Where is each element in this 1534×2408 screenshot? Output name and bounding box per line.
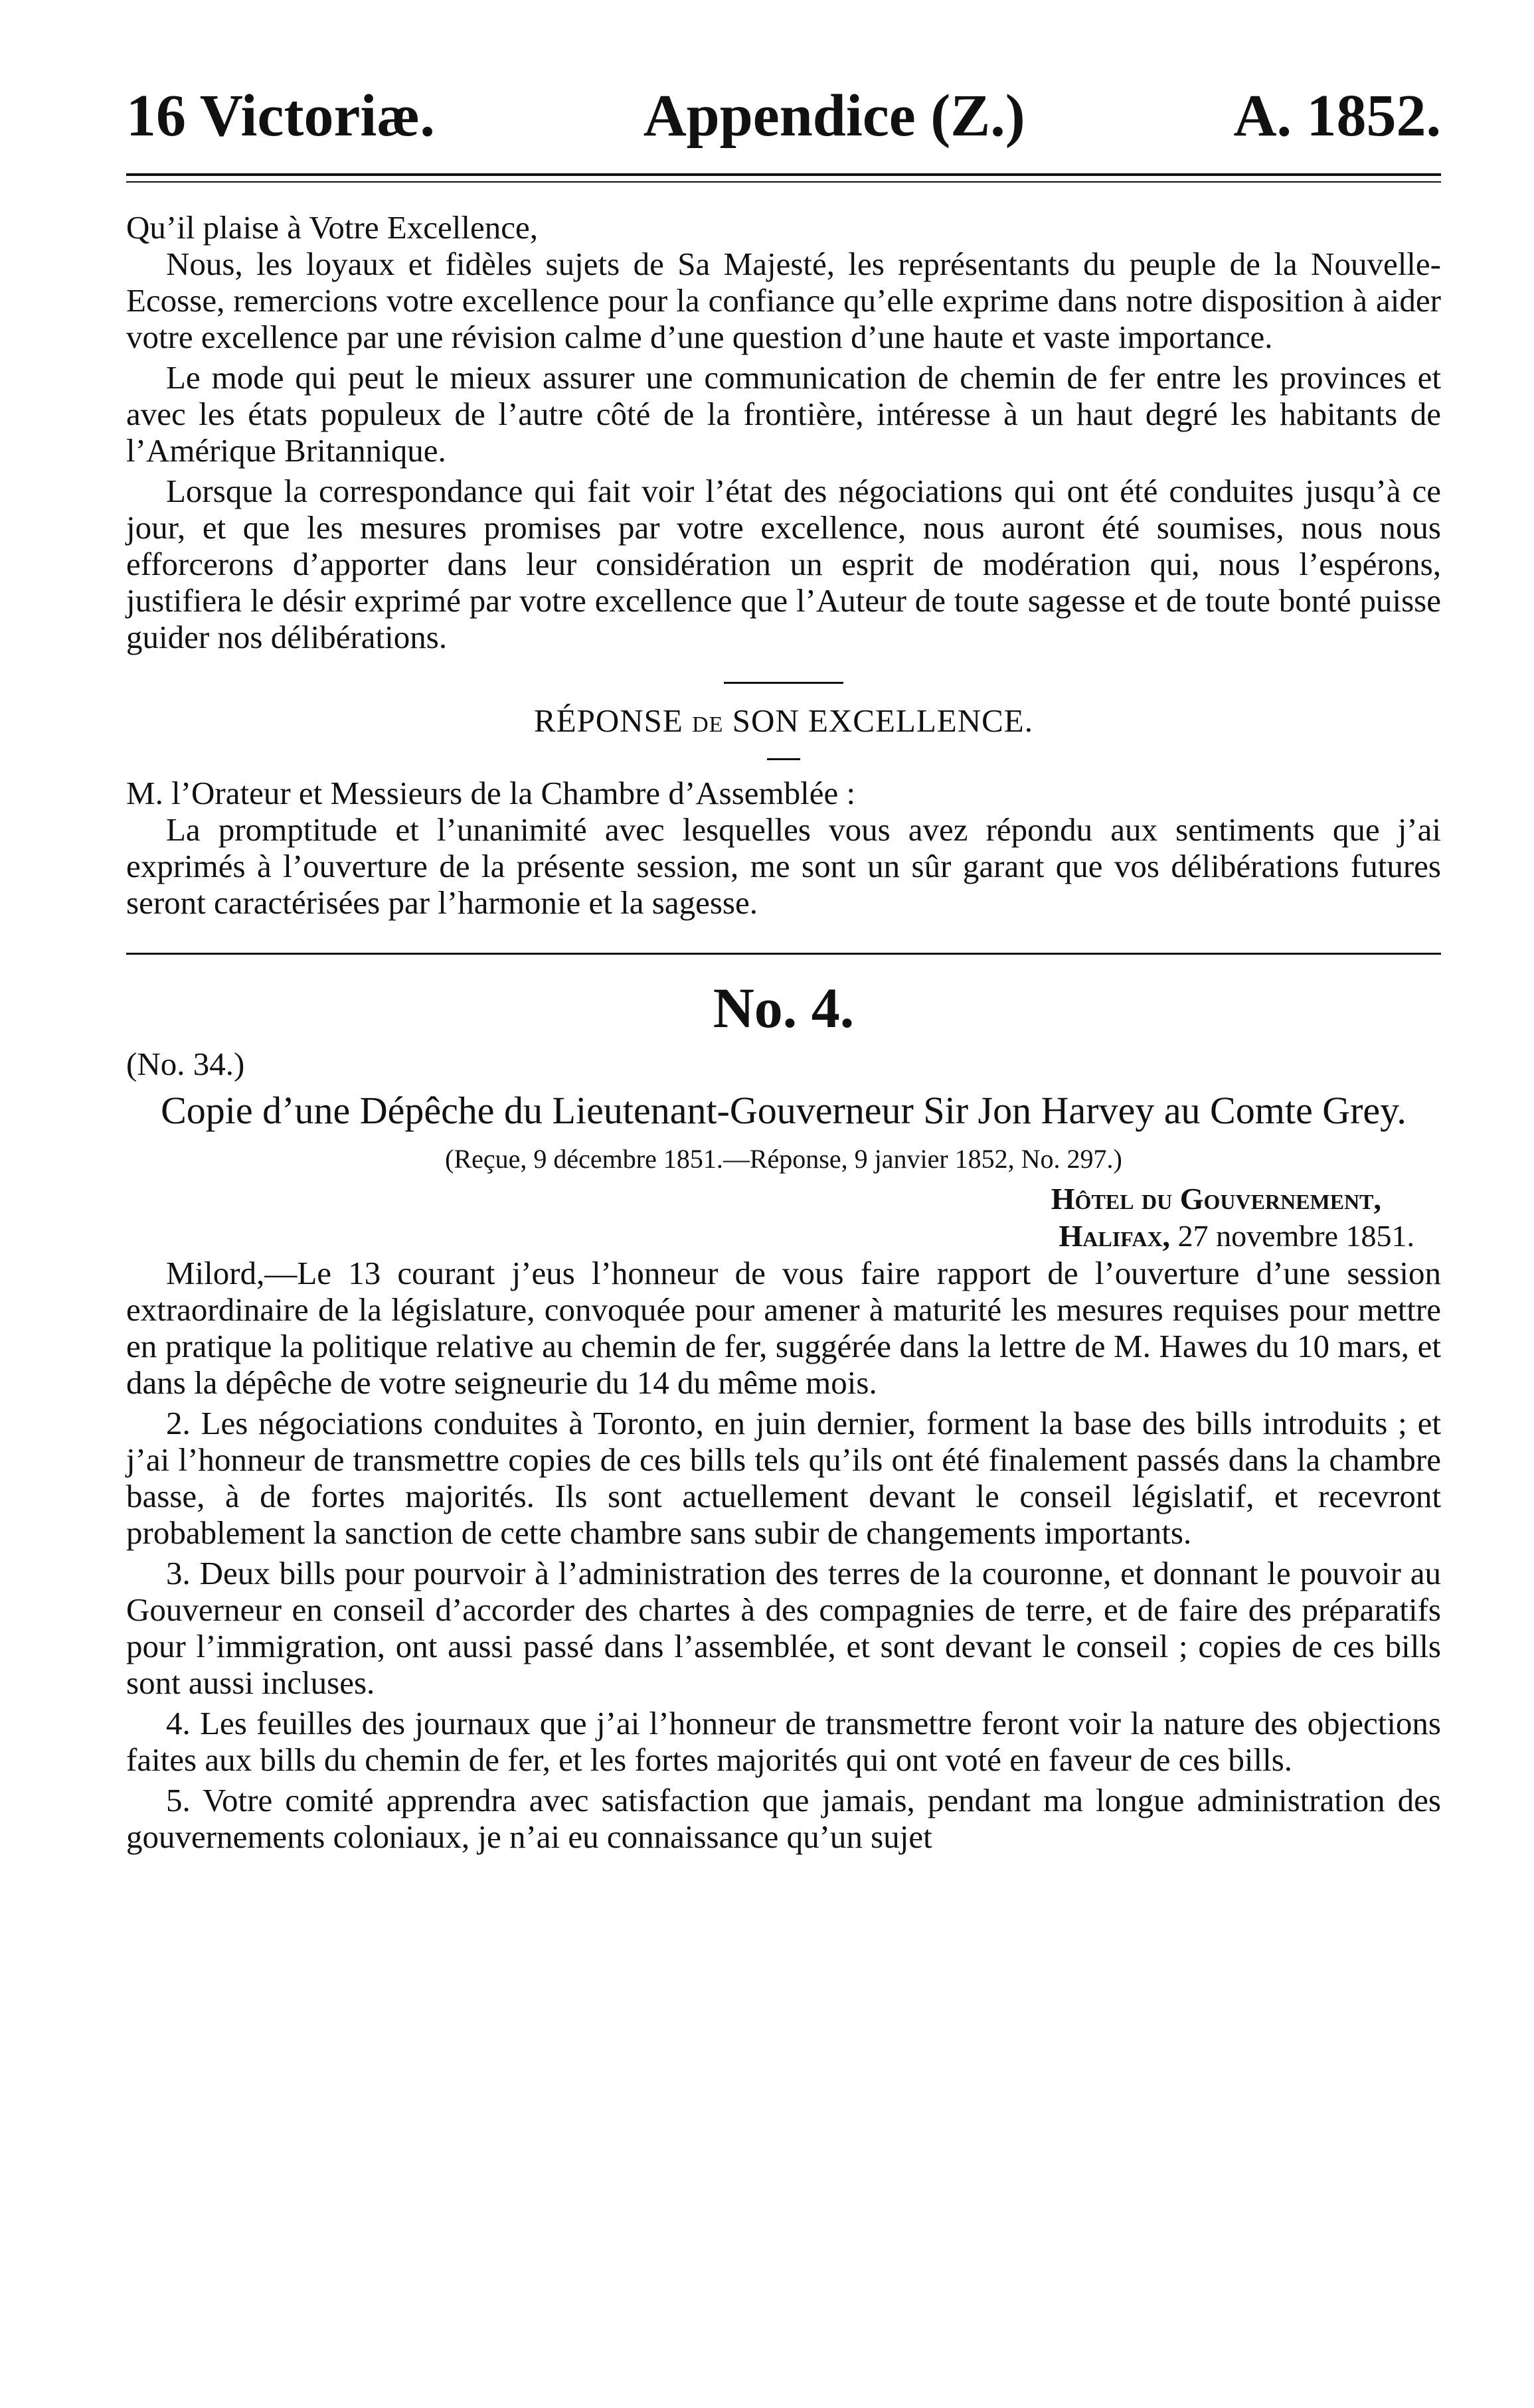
document-number: No. 4. bbox=[713, 976, 855, 1040]
reply-paragraph: La promptitude et l’unanimité avec lesquelles vous avez répondu aux sentiments que j’ai exprimés à l’ouverture de la présente session, me sont un sûr garant que vos délibérations futures seront caractérisées par l’harmonie et la sagesse. bbox=[126, 811, 1441, 921]
header-appendix: Appendice (Z.) bbox=[643, 83, 1025, 149]
address-paragraph-2: Le mode qui peut le mieux assurer une communication de chemin de fer entre les provinces et avec les états populeux de l’autre côté de la frontière, intéresse à un haut degré les habitants de l’Amérique Britannique. bbox=[126, 359, 1441, 469]
document-reference: (No. 34.) bbox=[126, 1046, 245, 1082]
dispatch-paragraph-2: 2. Les négociations conduites à Toronto, en juin dernier, forment la base des bills introduits ; et j’ai l’honneur de transmettre copies de ces bills tels qu’ils ont été finalement passés dans la chambre basse, à de fortes majorités. Ils sont actuellement devant le conseil législatif, et recevront probablement la sanction de cette chambre sans subir de changements importants. bbox=[126, 1405, 1441, 1551]
reply-salutation: M. l’Orateur et Messieurs de la Chambre d’Assemblée : bbox=[126, 775, 856, 811]
reply-title: RÉPONSE DE SON EXCELLENCE. bbox=[534, 702, 1033, 739]
dateline-city-date: Halifax, 27 novembre 1851. bbox=[1059, 1219, 1414, 1253]
received-note: (Reçue, 9 décembre 1851.—Réponse, 9 janvier 1852, No. 297.) bbox=[445, 1144, 1122, 1174]
address-paragraph-3: Lorsque la correspondance qui fait voir l’état des négociations qui ont été conduites jusqu’à ce jour, et que les mesures promises par votre excellence, nous auront été soumises, nous nous efforcerons d’apporter dans leur considération un esprit de modération qui, nous l’espérons, justifiera le désir exprimé par votre excellence que l’Auteur de toute sagesse et de toute bonté puisse guider nos délibérations. bbox=[126, 473, 1441, 655]
running-head bbox=[126, 80, 1441, 163]
dispatch-paragraph-3: 3. Deux bills pour pourvoir à l’administration des terres de la couronne, et donnant le pouvoir au Gouverneur en conseil d’accorder des chartes à des compagnies de terre, et de faire des préparatifs pour l’immigration, ont aussi passé dans l’assemblée, et sont devant le conseil ; copies de ces bills sont aussi incluses. bbox=[126, 1555, 1441, 1701]
dispatch-paragraph-4: 4. Les feuilles des journaux que j’ai l’honneur de transmettre feront voir la nature des objections faites aux bills du chemin de fer, et les fortes majorités qui ont voté en faveur de ces bills. bbox=[126, 1705, 1441, 1778]
header-year: A. 1852. bbox=[1233, 83, 1441, 149]
document-title: Copie d’une Dépêche du Lieutenant-Gouverneur Sir Jon Harvey au Comte Grey. bbox=[161, 1089, 1406, 1132]
dateline-place: Hôtel du Gouvernement, bbox=[1051, 1182, 1381, 1216]
document-separator bbox=[126, 953, 1441, 955]
dispatch-paragraph-1: Milord,—Le 13 courant j’eus l’honneur de vous faire rapport de l’ouverture d’une session extraordinaire de la législature, convoquée pour amener à maturité les mesures requises pour mettre en pratique la politique relative au chemin de fer, suggérée dans la lettre de M. Hawes du 10 mars, et dans la dépêche de votre seigneurie du 14 du même mois. bbox=[126, 1255, 1441, 1401]
section-divider-top bbox=[724, 682, 843, 684]
header-session: 16 Victoriæ. bbox=[126, 83, 435, 149]
address-salutation: Qu’il plaise à Votre Excellence, bbox=[126, 209, 538, 246]
dispatch-paragraph-5: 5. Votre comité apprendra avec satisfaction que jamais, pendant ma longue administration des gouvernements coloniaux, je n’ai eu connaissance qu’un sujet bbox=[126, 1782, 1441, 1855]
address-paragraph-1: Nous, les loyaux et fidèles sujets de Sa Majesté, les représentants du peuple de la Nouvelle-Ecosse, remercions votre excellence pour la confiance qu’elle exprime dans notre disposition à aider votre excellence par une révision calme d’une question d’une haute et vaste importance. bbox=[126, 246, 1441, 355]
document-page bbox=[126, 80, 1441, 1855]
section-divider-bottom bbox=[767, 758, 800, 760]
dateline bbox=[126, 1180, 1441, 1255]
header-rule bbox=[126, 173, 1441, 183]
